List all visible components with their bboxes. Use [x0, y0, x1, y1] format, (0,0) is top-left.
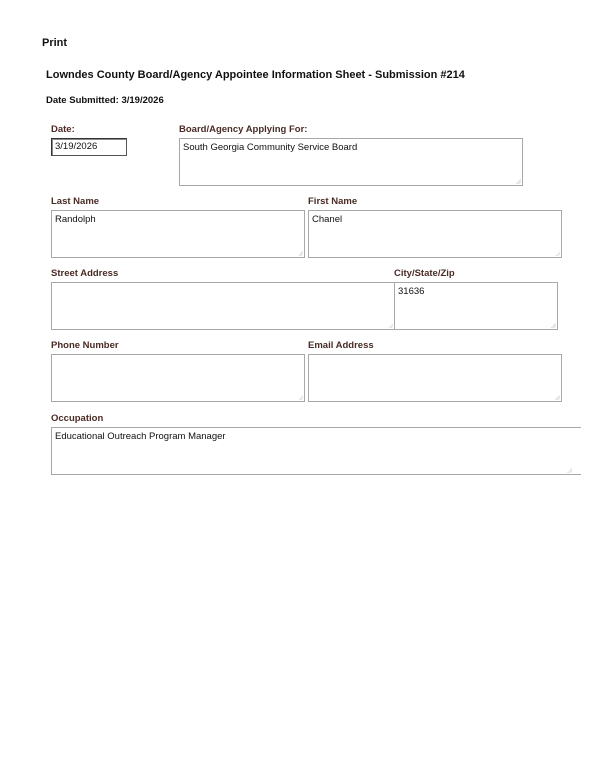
first-name-value: Chanel [312, 214, 343, 225]
page-title: Lowndes County Board/Agency Appointee Information Sheet - Submission #214 [46, 69, 465, 81]
phone-label: Phone Number [51, 340, 119, 351]
date-submitted: Date Submitted: 3/19/2026 [46, 95, 164, 106]
board-field[interactable] [179, 138, 523, 186]
occupation-value: Educational Outreach Program Manager [55, 431, 226, 442]
resize-grip-icon[interactable] [555, 395, 560, 400]
occupation-field[interactable] [51, 427, 581, 475]
street-address-field[interactable] [51, 282, 395, 330]
resize-grip-icon[interactable] [388, 323, 393, 328]
email-field[interactable] [308, 354, 562, 402]
city-state-zip-value: 31636 [398, 286, 425, 297]
city-state-zip-label: City/State/Zip [394, 268, 455, 279]
resize-grip-icon[interactable] [298, 251, 303, 256]
board-value: South Georgia Community Service Board [183, 142, 358, 153]
street-address-label: Street Address [51, 268, 119, 279]
occupation-label: Occupation [51, 413, 104, 424]
board-label: Board/Agency Applying For: [179, 124, 308, 135]
last-name-label: Last Name [51, 196, 100, 207]
email-label: Email Address [308, 340, 374, 351]
city-state-zip-field[interactable] [394, 282, 558, 330]
last-name-value: Randolph [55, 214, 96, 225]
date-field[interactable]: 3/19/2026 [51, 138, 127, 156]
date-label: Date: [51, 124, 75, 135]
resize-grip-icon[interactable] [555, 251, 560, 256]
phone-field[interactable] [51, 354, 305, 402]
resize-grip-icon[interactable] [298, 395, 303, 400]
first-name-field[interactable] [308, 210, 562, 258]
resize-grip-icon[interactable] [567, 468, 572, 473]
first-name-label: First Name [308, 196, 358, 207]
last-name-field[interactable] [51, 210, 305, 258]
resize-grip-icon[interactable] [551, 323, 556, 328]
print-link[interactable]: Print [42, 37, 68, 49]
resize-grip-icon[interactable] [516, 179, 521, 184]
